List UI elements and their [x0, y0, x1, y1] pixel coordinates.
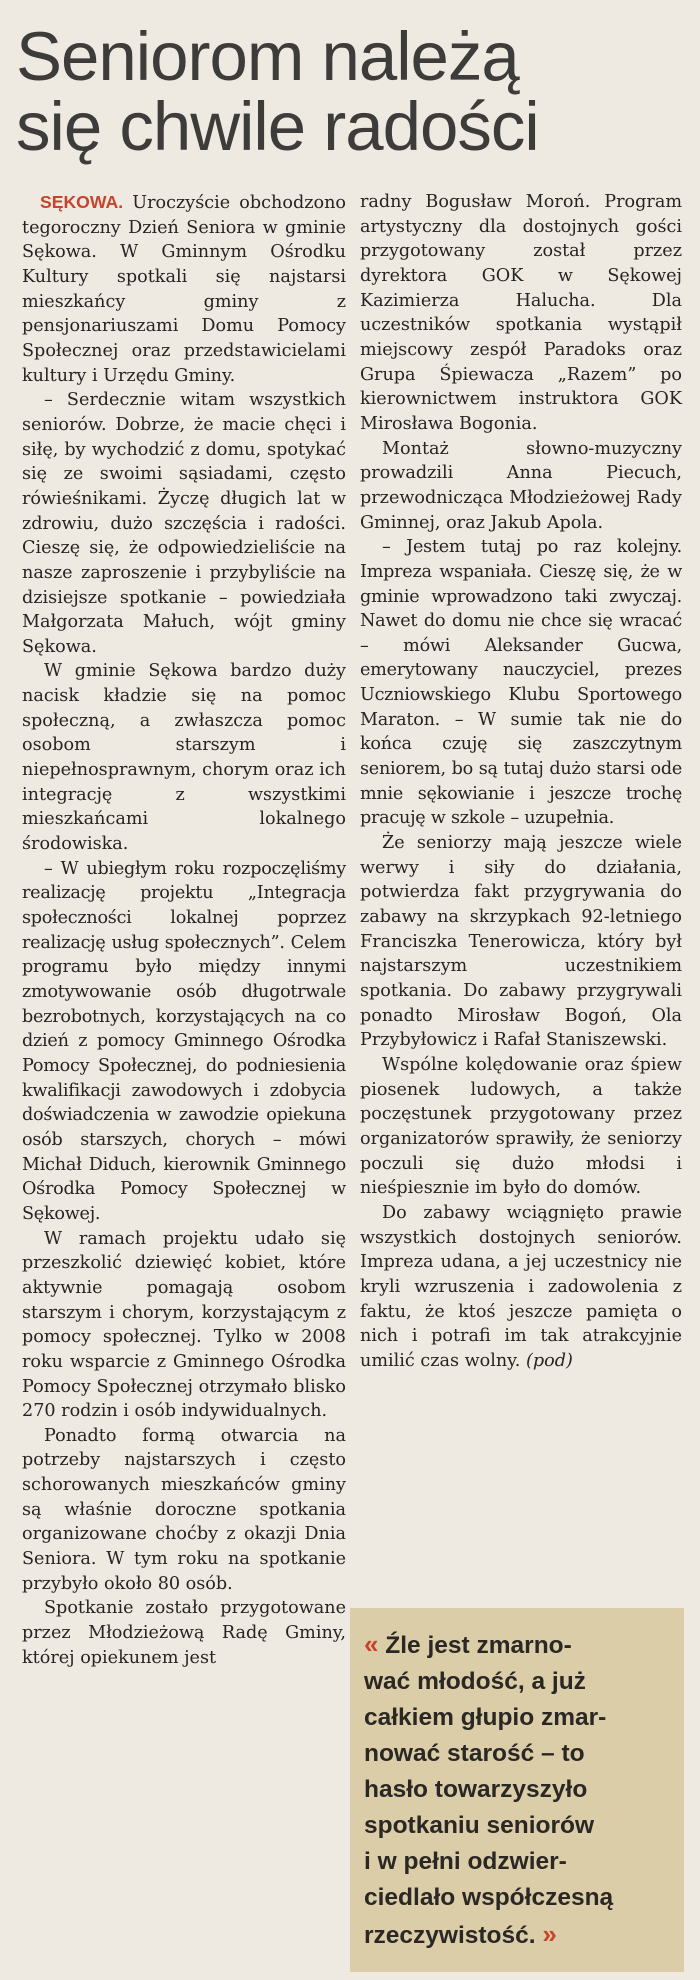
pull-quote-line: całkiem głupio zmar- — [364, 1704, 607, 1731]
dateline: SĘKOWA. — [40, 192, 124, 212]
paragraph: – Serdecznie witam wszystkich seniorów. Dobrze, że macie chęci i siłę, by wychodzić z domu, spotykać się ze swoimi sąsiadami, często rówieśnikami. Życzę długich lat w zdrowiu, dużo szczęścia i radości. Cieszę się, że odpowiedzieliście na nasze zaproszenie i przybyliście na dzisiejsze spotkanie – powiedziała Małgorzata Małuch, wójt gminy Sękowa. — [22, 390, 346, 657]
pull-quote-line: spotkaniu seniorów — [364, 1812, 595, 1839]
paragraph: – Jestem tutaj po raz kolejny. Impreza wspaniała. Cieszę się, że w gminie wprowadzono taki zwyczaj. Nawet do domu nie chce się wracać – mówi Aleksander Gucwa, emerytowany nauczyciel, prezes Uczniowskiego Klubu Sportowego Maraton. – W sumie tak nie do końca czuję się zaszczytnym seniorem, bo są tutaj dużo starsi ode mnie sękowianie i jeszcze trochę pracuję w szkole – uzupełnia. — [360, 537, 682, 829]
pull-quote-line: nować starość – to — [364, 1740, 585, 1767]
pull-quote-box — [350, 1608, 684, 1972]
pull-quote — [364, 1626, 682, 1954]
headline-line-2: się chwile radości — [16, 88, 539, 165]
paragraph: – W ubiegłym roku rozpoczęliśmy realizację projektu „Integracja społeczności lokalnej poprzez realizację usług społecznych”. Celem programu było między innymi zmotywowanie osób długotrwale bezrobotnych, korzystających na co dzień z pomocy Gminnego Ośrodka Pomocy Społecznej, do podniesienia kwalifikacji zawodowych i zdobycia doświadczenia w zawodzie opiekuna osób starszych, chorych – mówi Michał Diduch, kierownik Gminnego Ośrodka Pomocy Społecznej w Sękowej. — [22, 858, 346, 1224]
pull-quote-line — [364, 1626, 682, 1664]
paragraph: W ramach projektu udało się przeszkolić dziewięć kobiet, które aktywnie pomagają osobom starszym i chorym, korzystającym z pomocy społecznej. Tylko w 2008 roku wsparcie z Gminnego Ośrodka Pomocy Społecznej otrzymało blisko 270 rodzin i osób indywidualnych. — [22, 1228, 346, 1422]
headline — [16, 18, 696, 165]
paragraph — [360, 1201, 682, 1374]
paragraph: Spotkanie zostało przygotowane przez Młodzieżową Radę Gminy, której opiekunem jest — [22, 1598, 346, 1668]
close-quote-mark: » — [542, 1919, 557, 1949]
paragraph-text: Do zabawy wciągnięto prawie wszystkich dostojnych seniorów. Impreza udana, a jej uczestnicy nie kryli wzruszenia i zadowolenia z faktu, że ktoś jeszcze pamięta o nich i potrafi im tak atrakcyjnie umilić czas wolny. — [360, 1202, 682, 1371]
pull-quote-line: ciedlało współczesną — [364, 1884, 614, 1911]
article-column-right — [360, 190, 682, 1374]
pull-quote-line — [364, 1916, 682, 1954]
pull-quote-text: rzeczywistość. — [364, 1922, 536, 1949]
pull-quote-line: hasło towarzyszyło — [364, 1776, 588, 1803]
pull-quote-line: wać młodość, a już — [364, 1668, 586, 1695]
paragraph: W gminie Sękowa bardzo duży nacisk kładzie się na pomoc społeczną, a zwłaszcza pomoc osobom starszym i niepełnosprawnym, chorym oraz ich integrację z wszystkimi mieszkańcami lokalnego środowiska. — [22, 661, 346, 855]
paragraph — [22, 190, 346, 388]
paragraph: Że seniorzy mają jeszcze wiele werwy i siły do działania, potwierdza fakt przygrywania do zabawy na skrzypkach 92-letniego Franciszka Tenerowicza, który był najstarszym uczestnikiem spotkania. Do zabawy przygrywali ponadto Mirosław Bogoń, Ola Przybyłowicz i Rafał Staniszewski. — [360, 833, 682, 1051]
open-quote-mark: « — [364, 1629, 379, 1659]
article-column-left — [22, 190, 346, 1670]
paragraph-text: Uroczyście obchodzono tegoroczny Dzień Seniora w gminie Sękowa. W Gminnym Ośrodku Kultury spotkali się najstarsi mieszkańcy gminy z pensjonariuszami Domu Pomocy Społecznej oraz przedstawicielami kultury i Urzędu Gminy. — [22, 193, 346, 386]
byline: (pod) — [525, 1350, 573, 1371]
paragraph: Montaż słowno-muzyczny prowadzili Anna Piecuch, przewodnicząca Młodzieżowej Rady Gminnej, oraz Jakub Apola. — [360, 438, 682, 533]
pull-quote-line: i w pełni odzwier- — [364, 1848, 567, 1875]
paragraph: Ponadto formą otwarcia na potrzeby najstarszych i często schorowanych mieszkańców gminy są właśnie doroczne spotkania organizowane choćby z okazji Dnia Seniora. W tym roku na spotkanie przybyło około 80 osób. — [22, 1425, 346, 1594]
paragraph: Wspólne kolędowanie oraz śpiew piosenek ludowych, a także poczęstunek przygotowany przez organizatorów sprawiły, że seniorzy poczuli się dużo młodsi i nieśpiesznie im było do domów. — [360, 1054, 682, 1199]
headline-line-1: Seniorom należą — [16, 18, 519, 95]
pull-quote-text: Źle jest zmarno- — [385, 1632, 572, 1659]
paragraph: radny Bogusław Moroń. Program artystyczny dla dostojnych gości przygotowany został przez dyrektora GOK w Sękowej Kazimierza Halucha. Dla uczestników spotkania wystąpił miejscowy zespół Paradoks oraz Grupa Śpiewacza „Razem” po kierownictwem instruktora GOK Mirosława Bogonia. — [360, 192, 682, 434]
